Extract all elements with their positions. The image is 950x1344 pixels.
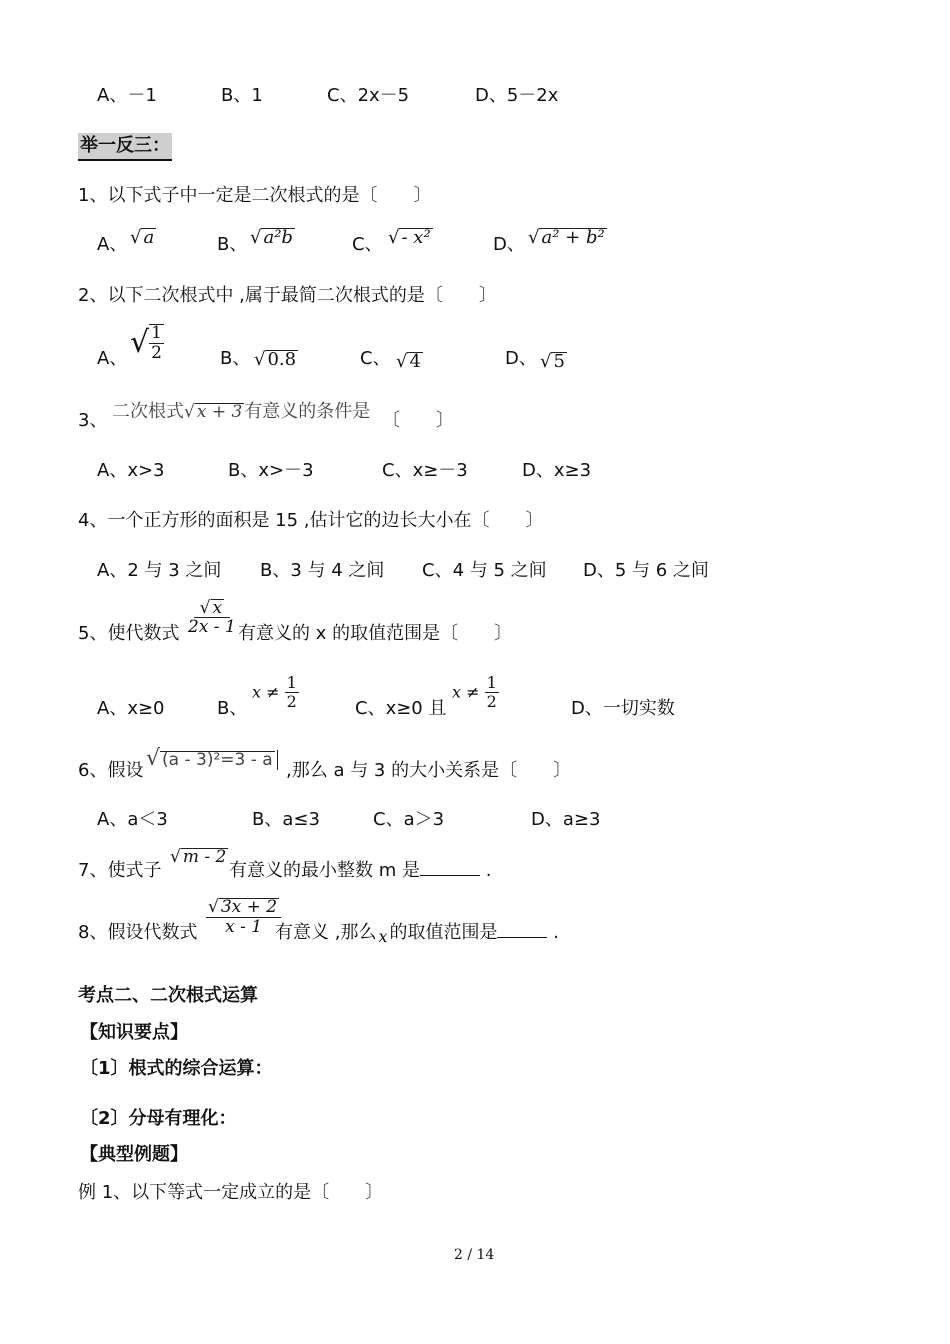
q5-c-den: 2 [486,692,497,711]
q3-stem-post: 有意义的条件是 [244,401,371,422]
q5-option-c-label: C、x≥0 且 [355,698,447,719]
q6-option-a: A、a＜3 [97,809,168,830]
question-7-stem-post [229,862,491,880]
q5-option-b-expr [252,675,299,710]
q5-option-c-expr [452,675,499,710]
q1-option-c-radical: √ - x² [388,227,431,248]
question-1-stem: 1、以下式子中一定是二次根式的是〔 〕 [78,185,432,206]
q2-option-d-radicand: 5 [553,351,565,372]
q3-paren: 〔 〕 [382,410,454,431]
q1-option-a-label: A、 [97,234,128,255]
q2-a-numerator: 1 [151,323,162,343]
q7-radical: √ m - 2 [170,847,227,867]
example-1-stem: 例 1、以下等式一定成立的是〔 〕 [78,1182,384,1203]
q3-option-b: B、x>－3 [228,460,314,481]
q7-radicand: m - 2 [182,847,227,867]
q1-option-b-label: B、 [217,234,248,255]
q7-end: . [485,860,492,881]
question-6-stem-post: ,那么 a 与 3 的大小关系是〔 〕 [286,760,572,781]
q3-stem-pre: 二次根式 [112,401,184,422]
q5-denominator: 2x - 1 [188,617,236,637]
option-d: D、5－2x [475,85,559,106]
q5-b-den: 2 [286,692,297,711]
q5-c-neq: x ≠ [452,682,480,702]
q5-numerator-radicand: x [212,598,223,618]
q2-option-d-label: D、 [505,348,537,369]
question-3-stem-image: 二次根式√ x + 3 有意义的条件是 [112,401,371,422]
q2-option-d-radical: √ 5 [540,351,565,372]
q5-option-b-label: B、 [217,698,248,719]
q3-option-a: A、x>3 [97,460,165,481]
q4-option-d: D、5 与 6 之间 [583,560,709,581]
q6-expression-image: √ (a - 3)²=3 - a [146,748,283,770]
question-4-stem: 4、一个正方形的面积是 15 ,估计它的边长大小在〔 〕 [78,510,544,531]
q1-option-c-radicand: - x² [401,227,431,248]
q3-radicand: x + 3 [196,402,243,422]
q5-b-neq: x ≠ [252,682,280,702]
q6-option-c: C、a＞3 [373,809,445,830]
q3-option-d: D、x≥3 [522,460,592,481]
question-8-stem-pre: 8、假设代数式 [78,922,198,943]
q2-option-c-label: C、 [360,348,391,369]
option-b: B、1 [221,85,263,106]
option-a: A、－1 [97,85,157,106]
q2-option-b-radicand: 0.8 [267,349,297,370]
q7-answer-blank[interactable] [420,875,480,876]
q5-fraction: $\frac{√ x}{2x - 1}$ [188,598,236,637]
q6-option-d: D、a≥3 [531,809,601,830]
knowledge-title: 【知识要点】 [80,1022,188,1043]
q8-stem-mid: 有意义 ,那么 [275,922,377,943]
q5-c-num: 1 [486,673,497,692]
q5-b-num: 1 [286,673,297,692]
q1-option-a-radical: √ a [130,227,155,248]
q2-option-b-label: B、 [220,348,251,369]
q1-option-b-radical: √ a²b [250,227,293,248]
q4-option-b: B、3 与 4 之间 [260,560,385,581]
q8-numerator-radicand: 3x + 2 [220,897,278,917]
question-3-number: 3、 [78,410,108,431]
q8-stem-post: 的取值范围是 [389,922,498,943]
question-2-stem: 2、以下二次根式中 ,属于最简二次根式的是〔 〕 [78,285,497,306]
q3-option-c: C、x≥－3 [382,460,468,481]
radical-sign-icon: √ [130,325,150,360]
practice-heading [78,137,172,155]
question-5-stem-pre: 5、使代数式 [78,623,180,644]
practice-heading-text: 举一反三： [78,133,172,161]
option-c: C、2x－5 [327,85,410,106]
examples-title: 【典型例题】 [80,1144,188,1165]
q4-option-a: A、2 与 3 之间 [97,560,222,581]
q1-option-d-radical: √ a² + b² [528,227,605,248]
q8-var: x [378,927,388,946]
q2-option-c-radicand: 4 [409,351,421,372]
q8-fraction: $\frac{√ 3x + 2}{x - 1}$ [206,898,281,936]
q2-option-c-radical: √ 4 [396,351,421,372]
question-5-stem-post: 有意义的 x 的取值范围是〔 〕 [238,623,513,644]
q2-option-a-radical [130,324,164,362]
knowledge-item-1: 〔1〕根式的综合运算： [80,1058,273,1079]
knowledge-item-2: 〔2〕分母有理化： [80,1108,237,1129]
q8-denominator: x - 1 [225,917,263,937]
question-8-stem-rest [275,924,559,945]
q7-stem-text: 有意义的最小整数 m 是 [229,860,420,881]
q8-answer-blank[interactable] [497,937,547,938]
q2-a-denominator: 2 [151,343,162,363]
q5-option-d: D、一切实数 [571,698,675,719]
q2-option-b-radical: √ 0.8 [254,349,297,370]
question-6-stem-pre: 6、假设 [78,760,144,781]
question-7-stem-pre: 7、使式子 [78,860,162,881]
q6-option-b: B、a≤3 [252,809,320,830]
q1-option-d-radicand: a² + b² [541,227,605,248]
q2-option-a-label: A、 [97,348,128,369]
q1-option-a-radicand: a [143,227,155,248]
page-number: 2 / 14 [454,1247,495,1263]
q1-option-b-radicand: a²b [263,227,293,248]
q6-expression: (a - 3)²=3 - a [162,750,273,770]
q1-option-d-label: D、 [493,234,525,255]
q5-option-a: A、x≥0 [97,698,165,719]
section-2-title: 考点二、二次根式运算 [78,985,258,1006]
q4-option-c: C、4 与 5 之间 [422,560,547,581]
q8-end: . [553,922,559,943]
q1-option-c-label: C、 [352,234,383,255]
